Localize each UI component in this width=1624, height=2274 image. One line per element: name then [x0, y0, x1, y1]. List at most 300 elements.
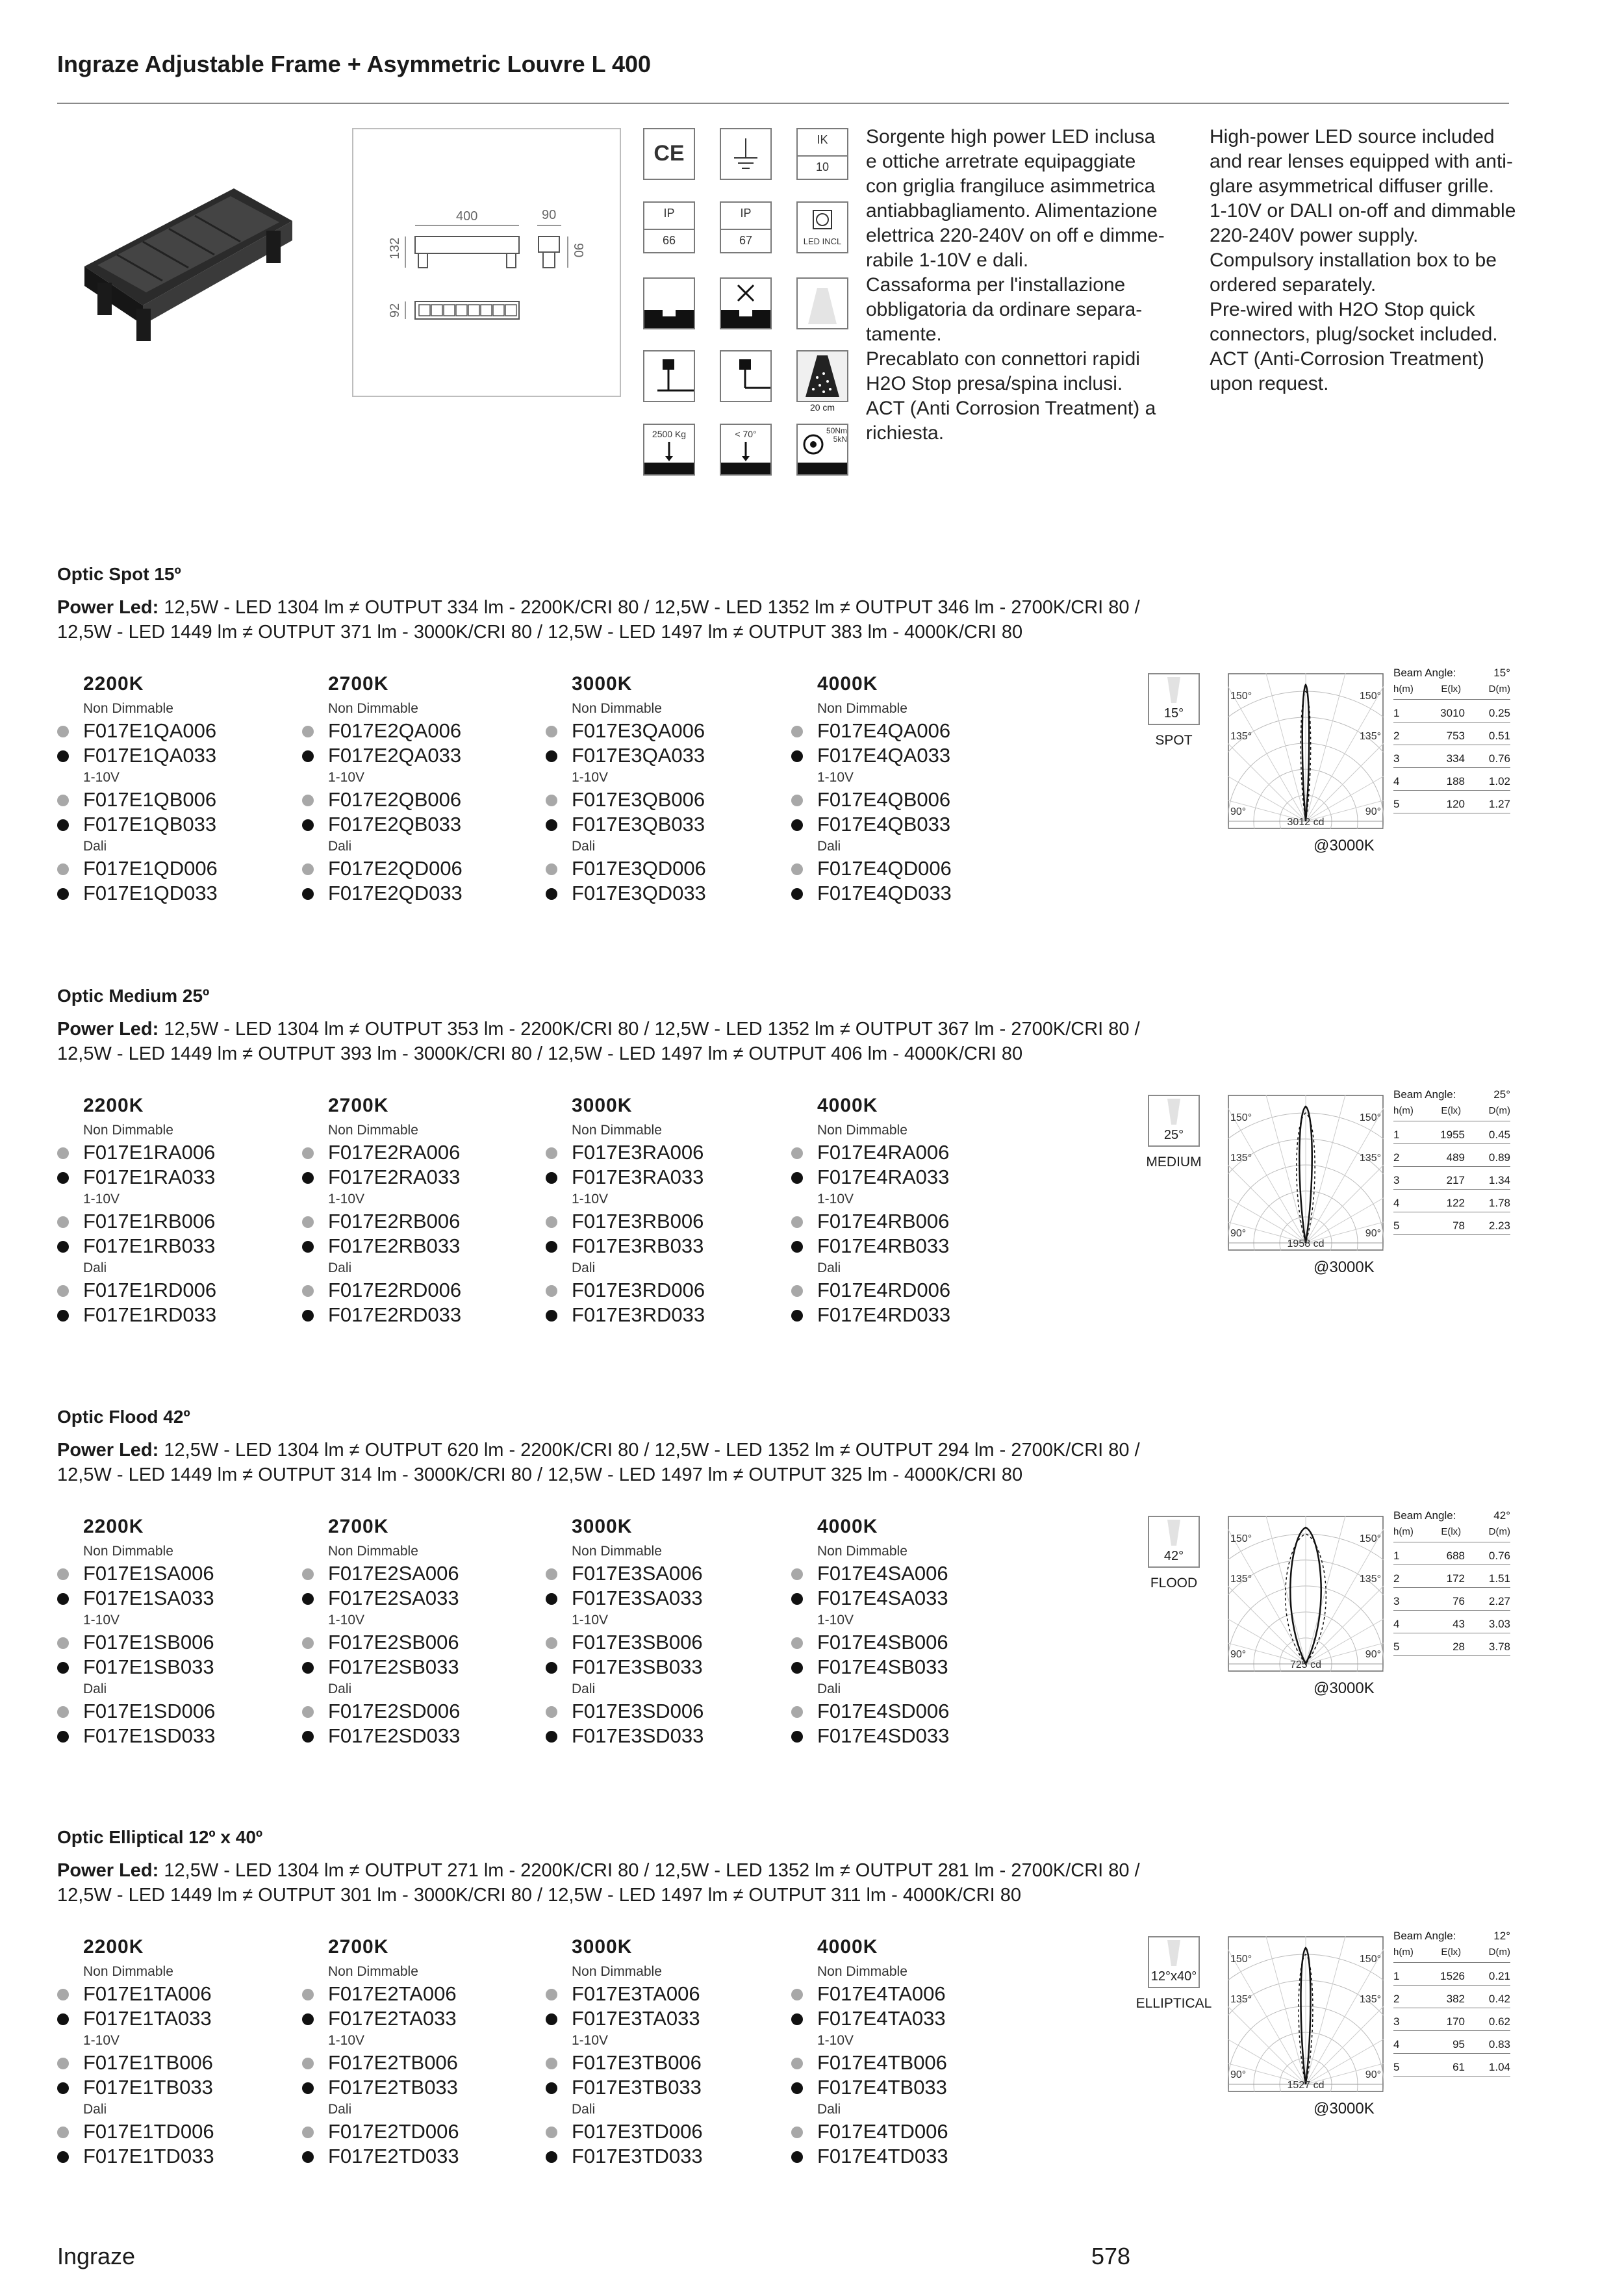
product-code[interactable] — [546, 2050, 780, 2075]
product-code-text: F017E4SD033 — [817, 1724, 950, 1747]
column-header: h(m) — [1393, 683, 1414, 695]
illuminance-cell: 489 — [1446, 1151, 1465, 1164]
height-cell: 5 — [1393, 2061, 1400, 2073]
product-code-text: F017E1TB033 — [83, 2076, 213, 2099]
product-code-text: F017E2TD033 — [328, 2145, 459, 2167]
product-code[interactable] — [57, 2144, 291, 2169]
color-temperature: 3000K — [572, 673, 633, 695]
illuminance-cell: 170 — [1446, 2015, 1465, 2028]
feature-icons — [643, 128, 851, 479]
ce-mark-icon: CE — [643, 128, 695, 180]
product-column — [546, 1095, 780, 1327]
product-column — [302, 1516, 536, 1748]
reference-temperature: @3000K — [1313, 1258, 1375, 1276]
finish-grey-icon — [57, 726, 69, 737]
product-code[interactable] — [546, 812, 780, 837]
product-code[interactable] — [546, 1278, 780, 1303]
product-code-text: F017E1RD006 — [83, 1279, 217, 1301]
illuminance-cell: 753 — [1446, 730, 1465, 742]
product-code[interactable] — [302, 1630, 536, 1655]
product-code-text: F017E3QD006 — [572, 857, 706, 880]
product-code[interactable] — [791, 719, 1025, 743]
finish-black-icon — [57, 750, 69, 762]
product-code[interactable] — [57, 1278, 291, 1303]
finish-grey-icon — [302, 1706, 314, 1718]
product-code-text: F017E3RB006 — [572, 1210, 704, 1233]
product-code[interactable] — [302, 812, 536, 837]
product-code-text: F017E3TB033 — [572, 2076, 702, 2099]
optic-badge-label: 12°x40° — [1150, 1969, 1197, 1984]
product-code[interactable] — [57, 1982, 291, 2006]
product-code[interactable] — [546, 743, 780, 768]
height-cell: 5 — [1393, 798, 1400, 810]
product-code-text: F017E2TB033 — [328, 2076, 458, 2099]
product-code-text: F017E2QD006 — [328, 857, 463, 880]
product-code[interactable] — [302, 1234, 536, 1258]
finish-grey-icon — [57, 2127, 69, 2138]
angle-label-135: 135° — [1230, 1153, 1252, 1164]
dimming-type: Dali — [328, 839, 352, 854]
light-spread-icon — [796, 350, 848, 402]
product-code[interactable] — [57, 1303, 291, 1327]
reference-temperature: @3000K — [1313, 1680, 1375, 1697]
product-column — [546, 1936, 780, 2169]
product-code[interactable] — [302, 1586, 536, 1611]
power-led-label: Power Led: — [57, 597, 159, 618]
product-code-text: F017E4TA033 — [817, 2007, 946, 2030]
finish-grey-icon — [546, 2058, 557, 2069]
power-line-1: 12,5W - LED 1304 lm ≠ OUTPUT 620 lm - 2200K/CRI 80 / 12,5W - LED 1352 lm ≠ OUTPUT 294 lm - 2700K/CRI 80 / — [164, 1440, 1140, 1461]
product-code[interactable] — [546, 1699, 780, 1724]
product-code[interactable] — [791, 1699, 1025, 1724]
product-code[interactable] — [302, 743, 536, 768]
diameter-cell: 1.02 — [1488, 775, 1510, 787]
angle-label-135: 135° — [1230, 1994, 1252, 2005]
illuminance-cell: 188 — [1446, 775, 1465, 787]
table-header-row — [1393, 683, 1510, 700]
dimming-type: 1-10V — [328, 1192, 365, 1207]
finish-grey-icon — [546, 726, 557, 737]
product-code[interactable] — [546, 1561, 780, 1586]
finish-black-icon — [546, 750, 557, 762]
product-code-text: F017E2TA006 — [328, 1982, 457, 2005]
product-code[interactable] — [791, 812, 1025, 837]
finish-black-icon — [546, 2082, 557, 2094]
height-cell: 4 — [1393, 1618, 1400, 1630]
product-code[interactable] — [791, 1586, 1025, 1611]
finish-black-icon — [546, 1241, 557, 1253]
product-code[interactable] — [546, 1234, 780, 1258]
finish-grey-icon — [546, 1706, 557, 1718]
beam-angle-value: 25° — [1493, 1088, 1510, 1101]
product-code[interactable] — [546, 2075, 780, 2100]
height-cell: 4 — [1393, 2038, 1400, 2050]
product-code-text: F017E4RB033 — [817, 1234, 950, 1257]
optic-badge-label: 42° — [1163, 1549, 1184, 1563]
dimming-type: Non Dimmable — [328, 1544, 418, 1559]
product-code[interactable] — [57, 1561, 291, 1586]
height-cell: 2 — [1393, 1572, 1400, 1585]
product-code-text: F017E2SB006 — [328, 1631, 459, 1654]
product-code-text: F017E2TD006 — [328, 2120, 459, 2143]
product-code[interactable] — [546, 1724, 780, 1748]
diameter-cell: 1.78 — [1488, 1197, 1510, 1209]
column-header: D(m) — [1488, 1947, 1510, 1958]
diameter-cell: 2.23 — [1488, 1220, 1510, 1232]
product-code-text: F017E2RA006 — [328, 1141, 461, 1164]
product-code-text: F017E3SD033 — [572, 1724, 704, 1747]
product-code[interactable] — [57, 2119, 291, 2144]
product-code-text: F017E3TB006 — [572, 2051, 702, 2074]
product-code-text: F017E3QA006 — [572, 719, 705, 742]
product-code-text: F017E3TA033 — [572, 2007, 700, 2030]
product-code-text: F017E4TB033 — [817, 2076, 947, 2099]
product-code[interactable] — [302, 1278, 536, 1303]
optic-beam-icon — [1148, 1936, 1200, 1988]
torque-rating-icon: 50Nm 5kN — [796, 424, 848, 476]
column-header: E(lx) — [1441, 1947, 1462, 1958]
dimming-type: Dali — [572, 839, 596, 854]
product-code[interactable] — [791, 1303, 1025, 1327]
power-led-spec — [57, 1858, 1551, 1908]
dimming-type: 1-10V — [572, 1192, 609, 1207]
product-code[interactable] — [546, 881, 780, 906]
product-code-text: F017E4SD006 — [817, 1700, 950, 1722]
product-column — [546, 1516, 780, 1748]
dimming-type: Dali — [328, 2102, 352, 2117]
finish-black-icon — [546, 888, 557, 900]
finish-black-icon — [791, 750, 803, 762]
beam-angle-value: 15° — [1493, 667, 1510, 679]
finish-grey-icon — [791, 1147, 803, 1159]
diameter-cell: 1.04 — [1488, 2061, 1510, 2073]
power-line-1: 12,5W - LED 1304 lm ≠ OUTPUT 334 lm - 2200K/CRI 80 / 12,5W - LED 1352 lm ≠ OUTPUT 346 lm - 2700K/CRI 80 / — [164, 597, 1140, 618]
angle-label-150: 150° — [1230, 691, 1252, 702]
dim-height-bottom: 92 — [388, 303, 402, 318]
height-cell: 5 — [1393, 1641, 1400, 1653]
table-row — [1393, 773, 1510, 791]
product-code[interactable] — [302, 856, 536, 881]
product-code[interactable] — [791, 1561, 1025, 1586]
product-code[interactable] — [546, 1303, 780, 1327]
finish-grey-icon — [791, 2058, 803, 2069]
product-code[interactable] — [302, 1140, 536, 1165]
finish-grey-icon — [791, 1568, 803, 1580]
diameter-cell: 3.78 — [1488, 1641, 1510, 1653]
finish-grey-icon — [546, 1147, 557, 1159]
product-code[interactable] — [57, 719, 291, 743]
height-cell: 4 — [1393, 775, 1400, 787]
dimming-type: Dali — [817, 1681, 841, 1696]
product-code[interactable] — [57, 1630, 291, 1655]
product-code[interactable] — [791, 1982, 1025, 2006]
product-code[interactable] — [791, 743, 1025, 768]
optic-badge-label: 25° — [1163, 1128, 1184, 1142]
finish-grey-icon — [57, 863, 69, 875]
product-code[interactable] — [791, 856, 1025, 881]
product-code[interactable] — [546, 2119, 780, 2144]
color-temperature: 2700K — [328, 1516, 389, 1537]
ip66-rating-icon: IP 66 — [643, 201, 695, 253]
color-temperature: 3000K — [572, 1095, 633, 1116]
product-code[interactable] — [546, 1140, 780, 1165]
led-included-icon: LED INCL — [796, 201, 848, 253]
section-title: Optic Spot 15º — [57, 564, 181, 584]
finish-black-icon — [791, 1662, 803, 1674]
finish-black-icon — [546, 1593, 557, 1605]
dimming-type: Non Dimmable — [83, 1964, 173, 1979]
product-code-text: F017E3RD006 — [572, 1279, 705, 1301]
product-code[interactable] — [57, 1724, 291, 1748]
dim-length: 400 — [456, 209, 478, 224]
product-code[interactable] — [791, 2119, 1025, 2144]
dimming-type: 1-10V — [572, 2033, 609, 2048]
diameter-cell: 0.83 — [1488, 2038, 1510, 2050]
finish-grey-icon — [791, 2127, 803, 2138]
product-code[interactable] — [302, 2144, 536, 2169]
product-code-text: F017E1RD033 — [83, 1303, 217, 1326]
product-code[interactable] — [791, 1209, 1025, 1234]
dimming-type: 1-10V — [83, 770, 120, 785]
product-code-text: F017E2QA006 — [328, 719, 462, 742]
product-code-text: F017E1TD006 — [83, 2120, 214, 2143]
finish-grey-icon — [791, 1989, 803, 2000]
product-code[interactable] — [791, 2006, 1025, 2031]
product-code[interactable] — [302, 2119, 536, 2144]
product-code[interactable] — [57, 812, 291, 837]
product-code[interactable] — [791, 787, 1025, 812]
product-code-text: F017E2RB033 — [328, 1234, 461, 1257]
product-code[interactable] — [791, 1234, 1025, 1258]
product-code-text: F017E1SA033 — [83, 1587, 214, 1609]
product-code[interactable] — [302, 719, 536, 743]
product-code-text: F017E4QA006 — [817, 719, 951, 742]
table-row — [1393, 1149, 1510, 1167]
product-code[interactable] — [302, 1699, 536, 1724]
color-temperature: 2700K — [328, 673, 389, 695]
dimming-type: Dali — [572, 2102, 596, 2117]
product-code[interactable] — [546, 2144, 780, 2169]
product-code[interactable] — [546, 1982, 780, 2006]
product-code[interactable] — [302, 2075, 536, 2100]
product-code[interactable] — [57, 2050, 291, 2075]
product-code[interactable] — [791, 1724, 1025, 1748]
angle-label-135: 135° — [1230, 731, 1252, 742]
product-code-text: F017E1TA033 — [83, 2007, 212, 2030]
product-code[interactable] — [57, 1699, 291, 1724]
polar-light-distribution — [1228, 673, 1384, 829]
product-code-text: F017E4SB006 — [817, 1631, 948, 1654]
product-code[interactable] — [57, 2075, 291, 2100]
diameter-cell: 0.25 — [1488, 707, 1510, 719]
finish-grey-icon — [57, 1216, 69, 1228]
finish-grey-icon — [546, 1637, 557, 1649]
dimming-type: Dali — [328, 1681, 352, 1696]
product-code[interactable] — [546, 787, 780, 812]
finish-black-icon — [302, 1731, 314, 1743]
color-temperature: 2700K — [328, 1936, 389, 1958]
distance-label: 20 cm — [809, 402, 835, 413]
finish-grey-icon — [302, 1568, 314, 1580]
product-code[interactable] — [791, 881, 1025, 906]
product-code[interactable] — [546, 1209, 780, 1234]
recessed-install-icon — [643, 277, 695, 329]
height-cell: 1 — [1393, 1550, 1400, 1562]
dimming-type: 1-10V — [817, 1192, 854, 1207]
product-code[interactable] — [791, 1630, 1025, 1655]
product-code[interactable] — [302, 1561, 536, 1586]
product-code[interactable] — [57, 1655, 291, 1680]
candela-peak: 1527 cd — [1287, 2080, 1325, 2091]
product-code[interactable] — [791, 2050, 1025, 2075]
dimming-type: 1-10V — [817, 2033, 854, 2048]
height-cell: 3 — [1393, 1174, 1400, 1186]
dimming-type: Non Dimmable — [328, 1964, 418, 1979]
product-code[interactable] — [57, 787, 291, 812]
beam-angle-table — [1393, 667, 1510, 819]
beam-angle-header — [1393, 1930, 1510, 1947]
power-line-1: 12,5W - LED 1304 lm ≠ OUTPUT 271 lm - 2200K/CRI 80 / 12,5W - LED 1352 lm ≠ OUTPUT 281 lm - 2700K/CRI 80 / — [164, 1860, 1140, 1881]
product-code[interactable] — [57, 1140, 291, 1165]
angle-label-150: 150° — [1359, 691, 1381, 702]
product-code[interactable] — [791, 2075, 1025, 2100]
product-code-text: F017E2SD006 — [328, 1700, 461, 1722]
product-code-text: F017E1QB033 — [83, 813, 217, 836]
product-code[interactable] — [57, 1165, 291, 1190]
finish-grey-icon — [302, 726, 314, 737]
product-code[interactable] — [302, 1209, 536, 1234]
color-temperature: 4000K — [817, 1095, 878, 1116]
illuminance-cell: 76 — [1453, 1595, 1465, 1607]
product-code[interactable] — [302, 787, 536, 812]
product-code-text: F017E4RA033 — [817, 1166, 950, 1188]
finish-black-icon — [302, 1241, 314, 1253]
diameter-cell: 0.76 — [1488, 1550, 1510, 1562]
product-code-text: F017E1SB006 — [83, 1631, 214, 1654]
product-code-text: F017E4TB006 — [817, 2051, 947, 2074]
product-code[interactable] — [302, 1303, 536, 1327]
illuminance-cell: 1526 — [1440, 1970, 1465, 1982]
product-column — [302, 673, 536, 906]
product-code-text: F017E4SA033 — [817, 1587, 948, 1609]
product-code[interactable] — [302, 881, 536, 906]
product-code[interactable] — [57, 856, 291, 881]
product-code-text: F017E1TB006 — [83, 2051, 213, 2074]
product-code-text: F017E3QB033 — [572, 813, 705, 836]
product-code[interactable] — [546, 1630, 780, 1655]
product-code[interactable] — [302, 2050, 536, 2075]
height-cell: 1 — [1393, 1970, 1400, 1982]
finish-black-icon — [791, 2013, 803, 2025]
product-code[interactable] — [546, 1655, 780, 1680]
finish-black-icon — [546, 2013, 557, 2025]
angle-label-150: 150° — [1230, 1112, 1252, 1123]
product-code[interactable] — [57, 2006, 291, 2031]
product-code[interactable] — [57, 1234, 291, 1258]
dimming-type: 1-10V — [572, 1613, 609, 1628]
finish-grey-icon — [302, 1216, 314, 1228]
product-code[interactable] — [546, 1165, 780, 1190]
height-cell: 5 — [1393, 1220, 1400, 1232]
angle-label-150: 150° — [1359, 1533, 1381, 1544]
product-code-text: F017E3SD006 — [572, 1700, 704, 1722]
finish-black-icon — [791, 1310, 803, 1322]
product-code-text: F017E1RB006 — [83, 1210, 216, 1233]
finish-black-icon — [57, 1662, 69, 1674]
product-code[interactable] — [57, 1209, 291, 1234]
product-code[interactable] — [57, 743, 291, 768]
height-cell: 2 — [1393, 1993, 1400, 2005]
product-code[interactable] — [791, 1278, 1025, 1303]
dimming-type: Non Dimmable — [83, 1544, 173, 1559]
description-english: High-power LED source included and rear lenses equipped with anti- glare asymmetrical diffuser grille. 1-10V or DALI on-off and dimmable 220-240V power supply. Compulsory installation box to be ordered separately. Pre-wired with H2O Stop quick connectors, plug/socket included. ACT (Anti-Corrosion Treatment) upon request. — [1210, 126, 1516, 394]
power-line-2: 12,5W - LED 1449 lm ≠ OUTPUT 301 lm - 3000K/CRI 80 / 12,5W - LED 1497 lm ≠ OUTPUT 311 lm - 4000K/CRI 80 — [57, 1885, 1021, 1906]
product-code[interactable] — [791, 2144, 1025, 2169]
column-header: D(m) — [1488, 1526, 1510, 1537]
illuminance-cell: 3010 — [1440, 707, 1465, 719]
power-line-2: 12,5W - LED 1449 lm ≠ OUTPUT 371 lm - 3000K/CRI 80 / 12,5W - LED 1497 lm ≠ OUTPUT 383 lm - 4000K/CRI 80 — [57, 622, 1023, 643]
product-code[interactable] — [302, 1724, 536, 1748]
table-row — [1393, 1616, 1510, 1633]
optic-type-name: ELLIPTICAL — [1136, 1996, 1212, 2011]
reference-temperature: @3000K — [1313, 837, 1375, 854]
product-code[interactable] — [546, 719, 780, 743]
column-header: h(m) — [1393, 1947, 1414, 1958]
section-title: Optic Elliptical 12º x 40º — [57, 1827, 263, 1847]
product-code-text: F017E1SA006 — [83, 1562, 214, 1585]
color-temperature: 2700K — [328, 1095, 389, 1116]
product-code[interactable] — [57, 881, 291, 906]
illuminance-cell: 95 — [1453, 2038, 1465, 2050]
column-header: E(lx) — [1441, 683, 1462, 695]
product-code-text: F017E2QB033 — [328, 813, 462, 836]
illuminance-cell: 61 — [1453, 2061, 1465, 2073]
product-code[interactable] — [546, 856, 780, 881]
finish-grey-icon — [302, 795, 314, 806]
candela-peak: 1958 cd — [1287, 1238, 1325, 1249]
product-code[interactable] — [791, 1140, 1025, 1165]
product-code-text: F017E2TA033 — [328, 2007, 457, 2030]
product-code-text: F017E1RA006 — [83, 1141, 216, 1164]
angle-label-135: 135° — [1359, 731, 1381, 742]
product-code-text: F017E4SB033 — [817, 1655, 948, 1678]
product-code[interactable] — [57, 1586, 291, 1611]
product-code-text: F017E1QA006 — [83, 719, 217, 742]
illuminance-cell: 382 — [1446, 1993, 1465, 2005]
finish-black-icon — [546, 1172, 557, 1184]
product-code[interactable] — [302, 1165, 536, 1190]
power-led-spec — [57, 1017, 1551, 1066]
product-code[interactable] — [302, 1982, 536, 2006]
beam-angle-value: 12° — [1493, 1930, 1510, 1942]
product-code[interactable] — [791, 1165, 1025, 1190]
product-code-text: F017E4TD006 — [817, 2120, 948, 2143]
product-code[interactable] — [546, 2006, 780, 2031]
product-code[interactable] — [302, 2006, 536, 2031]
finish-grey-icon — [57, 1637, 69, 1649]
product-code-text: F017E1QB006 — [83, 788, 217, 811]
column-header: h(m) — [1393, 1105, 1414, 1116]
product-code[interactable] — [546, 1586, 780, 1611]
product-code[interactable] — [302, 1655, 536, 1680]
angle-label-150: 150° — [1359, 1954, 1381, 1965]
beam-angle-header — [1393, 1088, 1510, 1105]
product-code-text: F017E3TA006 — [572, 1982, 700, 2005]
product-code-text: F017E2RD033 — [328, 1303, 462, 1326]
dim-width: 90 — [542, 208, 557, 222]
product-code[interactable] — [791, 1655, 1025, 1680]
product-photo — [71, 169, 305, 351]
